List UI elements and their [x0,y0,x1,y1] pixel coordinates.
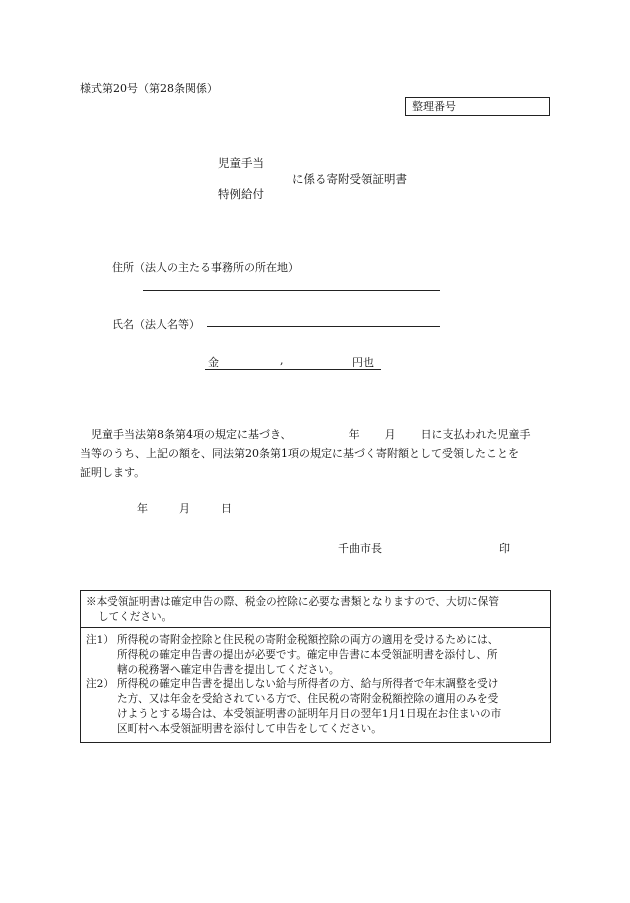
important-notice [81,591,550,628]
important-notice-line-1: ※本受領証明書は確定申告の際、税金の控除に必要な書類となりますので、大切に保管 [86,596,499,608]
name-label: 氏名（法人名等） [112,318,200,331]
note-2-label: 注2） [86,678,114,690]
seal-mark: 印 [499,542,510,555]
date-month: 月 [179,502,190,515]
body-year: 年 [348,428,360,441]
amount-separator: , [280,354,284,367]
title-special-benefit: 特例給付 [218,187,264,201]
body-line-1 [80,425,550,444]
note-2-line: けようとする場合は、本受領証明書の証明年月日の翌年1月1日現在お住まいの市 [117,708,502,720]
form-number: 様式第20号（第28条関係） [80,82,218,95]
note-1-line: 所得税の寄附金控除と住民税の寄附金税額控除の両方の適用を受けるためには、 [117,634,499,646]
address-label: 住所（法人の主たる事務所の所在地） [112,261,299,274]
body-line-2: 当等のうち、上記の額を、同法第20条第1項の規定に基づく寄附額として受領したことを [80,447,519,460]
certification-text [80,425,550,482]
document-title: に係る寄附受領証明書 [292,172,407,186]
note-2-line: た方、又は年金を受給されている方で、住民税の寄附金税額控除の適用のみを受 [117,693,499,705]
date-year: 年 [137,502,148,515]
amount-prefix: 金 [208,356,219,369]
issue-date [137,500,232,516]
body-line-1-tail: 日に支払われた児童手 [420,428,531,441]
notes-box [80,590,551,743]
amount-field[interactable] [205,354,381,370]
note-1-label: 注1） [86,634,114,646]
body-month: 月 [384,428,396,441]
issuer-name: 千曲市長 [338,542,382,555]
note-2-line: 所得税の確定申告書を提出しない給与所得者の方、給与所得者で年末調整を受け [117,678,499,690]
note-1-line: 轄の税務署へ確定申告書を提出してください。 [117,664,340,676]
note-2-line: 区町村へ本受領証明書を添付して申告をしてください。 [117,723,382,735]
name-input-line[interactable] [207,326,440,327]
body-line-1-lead: 児童手当法第8条第4項の規定に基づき、 [91,428,292,441]
important-notice-line-2: してください。 [98,611,173,623]
address-input-line[interactable] [143,290,440,291]
amount-suffix: 円也 [352,356,374,369]
body-line-3: 証明します。 [80,466,146,479]
title-child-allowance: 児童手当 [218,156,264,170]
date-day: 日 [221,502,232,515]
reference-number-field[interactable]: 整理番号 [405,97,550,116]
note-1-line: 所得税の確定申告書の提出が必要です。確定申告書に本受領証明書を添付し、所 [117,649,498,661]
